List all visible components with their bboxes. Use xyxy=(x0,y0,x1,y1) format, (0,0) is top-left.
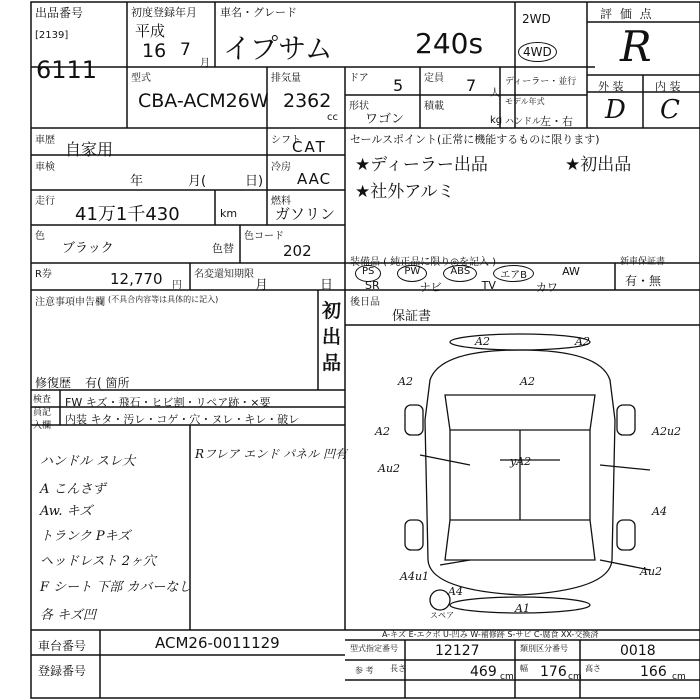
equip-navi: ナビ xyxy=(419,281,442,294)
notes-label: 注意事項申告欄 xyxy=(35,297,105,308)
equip-pw: PW xyxy=(397,265,427,282)
damage-mark: A2 xyxy=(375,425,390,438)
color-label: 色 xyxy=(35,231,45,242)
length-unit: cm xyxy=(500,672,514,682)
grade: 240s xyxy=(415,27,484,60)
score: R xyxy=(620,22,652,71)
fuel-label: 燃料 xyxy=(271,196,291,207)
width: 176 xyxy=(540,664,567,680)
warranty-label: 新車保証書 xyxy=(620,257,666,267)
equip-tv: TV xyxy=(481,279,496,292)
yen-unit: 円 xyxy=(172,280,182,291)
era: 平成 xyxy=(135,22,166,40)
equip-airbag: エアB xyxy=(493,265,534,282)
equip-leather: カワ xyxy=(535,281,558,294)
registration-number-label: 登録番号 xyxy=(38,664,87,678)
handwritten-note: ヘッドレスト 2ヶ穴 xyxy=(40,554,157,569)
equip-abs: ABS xyxy=(443,265,477,282)
history-label: 車歴 xyxy=(35,135,55,146)
damage-legend-exterior: FW キズ・飛石・ヒビ割・リペア跡・×要 xyxy=(65,396,271,409)
inspection-day: 日) xyxy=(245,174,264,189)
displacement-label: 排気量 xyxy=(271,73,301,84)
recycle-amount: 12,770 xyxy=(110,270,163,288)
handwritten-note: Aw. キズ xyxy=(40,504,93,519)
height: 166 xyxy=(640,664,667,680)
damage-mark: A4 xyxy=(652,505,667,518)
length: 469 xyxy=(470,664,497,680)
repair-value: 有( 箇所 xyxy=(85,376,130,390)
registration-year: 16 xyxy=(142,40,167,62)
notes-sub: (不具合内容等は具体的に記入) xyxy=(108,295,219,304)
damage-mark: A1 xyxy=(515,602,530,615)
handwritten-note: 各 キズ凹 xyxy=(40,608,96,623)
first-registration-label: 初度登録年月 xyxy=(131,6,197,19)
damage-mark: Au2 xyxy=(378,462,401,475)
seats: 7 xyxy=(466,76,477,95)
car-name: イプサム xyxy=(223,32,333,65)
exterior-label: 外 装 xyxy=(598,80,624,93)
color-code-label: 色コード xyxy=(244,231,284,242)
ownership-day: 日 xyxy=(320,278,334,293)
handwritten-note: トランク Pキズ xyxy=(40,529,131,544)
width-label: 幅 xyxy=(520,664,528,673)
equip-ps: PS xyxy=(355,265,381,282)
cc-unit: cc xyxy=(327,112,338,123)
color: ブラック xyxy=(62,241,114,256)
history: 自家用 xyxy=(65,140,114,159)
drive-2wd: 2WD xyxy=(522,12,551,26)
damage-mark: Au2 xyxy=(640,565,663,578)
damage-mark: A2 xyxy=(575,335,590,348)
spare-label: スペア xyxy=(430,611,454,620)
sales-point-first: ★初出品 xyxy=(565,155,632,175)
handwritten-note-right: Rフレア エンド パネル 凹有 xyxy=(195,447,347,461)
damage-mark: A2 xyxy=(398,375,413,388)
class-number: 0018 xyxy=(620,643,656,659)
damage-mark: A4 xyxy=(448,585,463,598)
sales-point-dealer: ★ディーラー出品 xyxy=(355,155,488,175)
type-cert: 12127 xyxy=(435,643,480,659)
equipment-label: 装備品 ( 純正品に限り◎を記入 ) xyxy=(350,257,497,268)
drive-4wd: 4WD xyxy=(518,42,557,62)
height-label: 高さ xyxy=(585,664,601,673)
sales-points-title: セールスポイント(正常に機能するものに限ります) xyxy=(350,133,600,146)
handwritten-note: F シート 下部 カバーなし xyxy=(40,580,192,595)
color-code: 202 xyxy=(283,242,312,260)
ownership-label: 名変還知期限 xyxy=(194,269,254,280)
shape: ワゴン xyxy=(365,112,405,127)
inspection-month: 月( xyxy=(188,174,207,189)
damage-mark: A2 xyxy=(475,335,490,348)
handle-label: ハンドル xyxy=(505,117,542,127)
height-unit: cm xyxy=(672,672,686,682)
sales-point-alloy: ★社外アルミ xyxy=(355,182,455,202)
damage-legend-interior: 内装 キタ・汚レ・コゲ・穴・ヌレ・キレ・破レ xyxy=(65,413,300,426)
reference-label: 参 考 xyxy=(355,666,374,675)
registration-month: 7 xyxy=(180,40,191,60)
length-label: 長さ xyxy=(390,664,406,673)
lot-sub-number: [2139] xyxy=(35,30,69,41)
displacement: 2362 xyxy=(283,90,332,112)
month-unit: 月 xyxy=(200,58,210,69)
interior-grade: C xyxy=(660,95,680,125)
chassis-number: ACM26-0011129 xyxy=(155,634,280,652)
warranty: 有・無 xyxy=(625,274,662,288)
shift-label: シフト xyxy=(271,135,301,146)
model-year-label: モデル年式 xyxy=(505,97,545,106)
damage-mark: A2 xyxy=(520,375,535,388)
recolor-label: 色替 xyxy=(212,242,234,255)
exterior-grade: D xyxy=(605,95,626,125)
mileage: 41万1千430 xyxy=(75,204,180,225)
repair-label: 修復歴 xyxy=(35,376,72,390)
damage-mark: A4u1 xyxy=(400,570,430,583)
equip-sr: SR xyxy=(365,279,380,292)
score-label: 評 価 点 xyxy=(600,7,654,21)
car-name-label: 車名・グレード xyxy=(220,6,297,19)
damage-mark: A2u2 xyxy=(652,425,682,438)
equipment-row-2 xyxy=(365,279,558,295)
seats-unit: 人 xyxy=(490,88,500,99)
handwritten-note: A こんさず xyxy=(40,482,106,497)
width-unit: cm xyxy=(568,672,582,682)
type-cert-label: 型式指定番号 xyxy=(350,644,398,653)
handle: 左・右 xyxy=(540,115,573,128)
shift: CAT xyxy=(292,138,327,156)
doors-label: ドア xyxy=(349,73,369,84)
chassis-label: 車台番号 xyxy=(38,639,87,653)
inspection-year: 年 xyxy=(130,174,144,189)
damage-mark: yA2 xyxy=(510,455,532,468)
dealer-label: ディーラー・並行 xyxy=(505,77,577,87)
doors: 5 xyxy=(393,76,404,95)
fuel: ガソリン xyxy=(275,205,336,223)
load-label: 積載 xyxy=(424,101,444,112)
ac: AAC xyxy=(297,170,332,188)
mileage-label: 走行 xyxy=(35,196,55,207)
inspector-label: 検査員記入欄 xyxy=(33,395,52,431)
documents: 保証書 xyxy=(392,309,432,324)
damage-code-legend: A-キズ E-エクボ U-凹み W-補修跡 S-サビ C-腐食 XX-交換済 xyxy=(382,630,599,639)
recycle-label: R券 xyxy=(35,269,52,280)
model: CBA-ACM26W xyxy=(138,90,269,112)
seats-label: 定員 xyxy=(424,73,444,84)
handwritten-note: ハンドル スレ大 xyxy=(40,454,136,469)
documents-label: 後日品 xyxy=(350,297,380,308)
lot-number: 6111 xyxy=(36,56,98,84)
first-listing-stamp: 初出品 xyxy=(322,300,342,374)
lot-number-label: 出品番号 xyxy=(35,6,84,20)
ac-label: 冷房 xyxy=(271,162,291,173)
equip-aw: AW xyxy=(562,265,580,278)
interior-label: 内 装 xyxy=(655,80,681,93)
inspection-label: 車検 xyxy=(35,162,55,173)
class-label: 類別区分番号 xyxy=(520,644,568,653)
ownership-month: 月 xyxy=(255,278,269,293)
km-unit: km xyxy=(220,207,238,220)
model-label: 型式 xyxy=(131,73,151,84)
shape-label: 形状 xyxy=(349,101,369,112)
kg-unit: kg xyxy=(490,115,503,126)
